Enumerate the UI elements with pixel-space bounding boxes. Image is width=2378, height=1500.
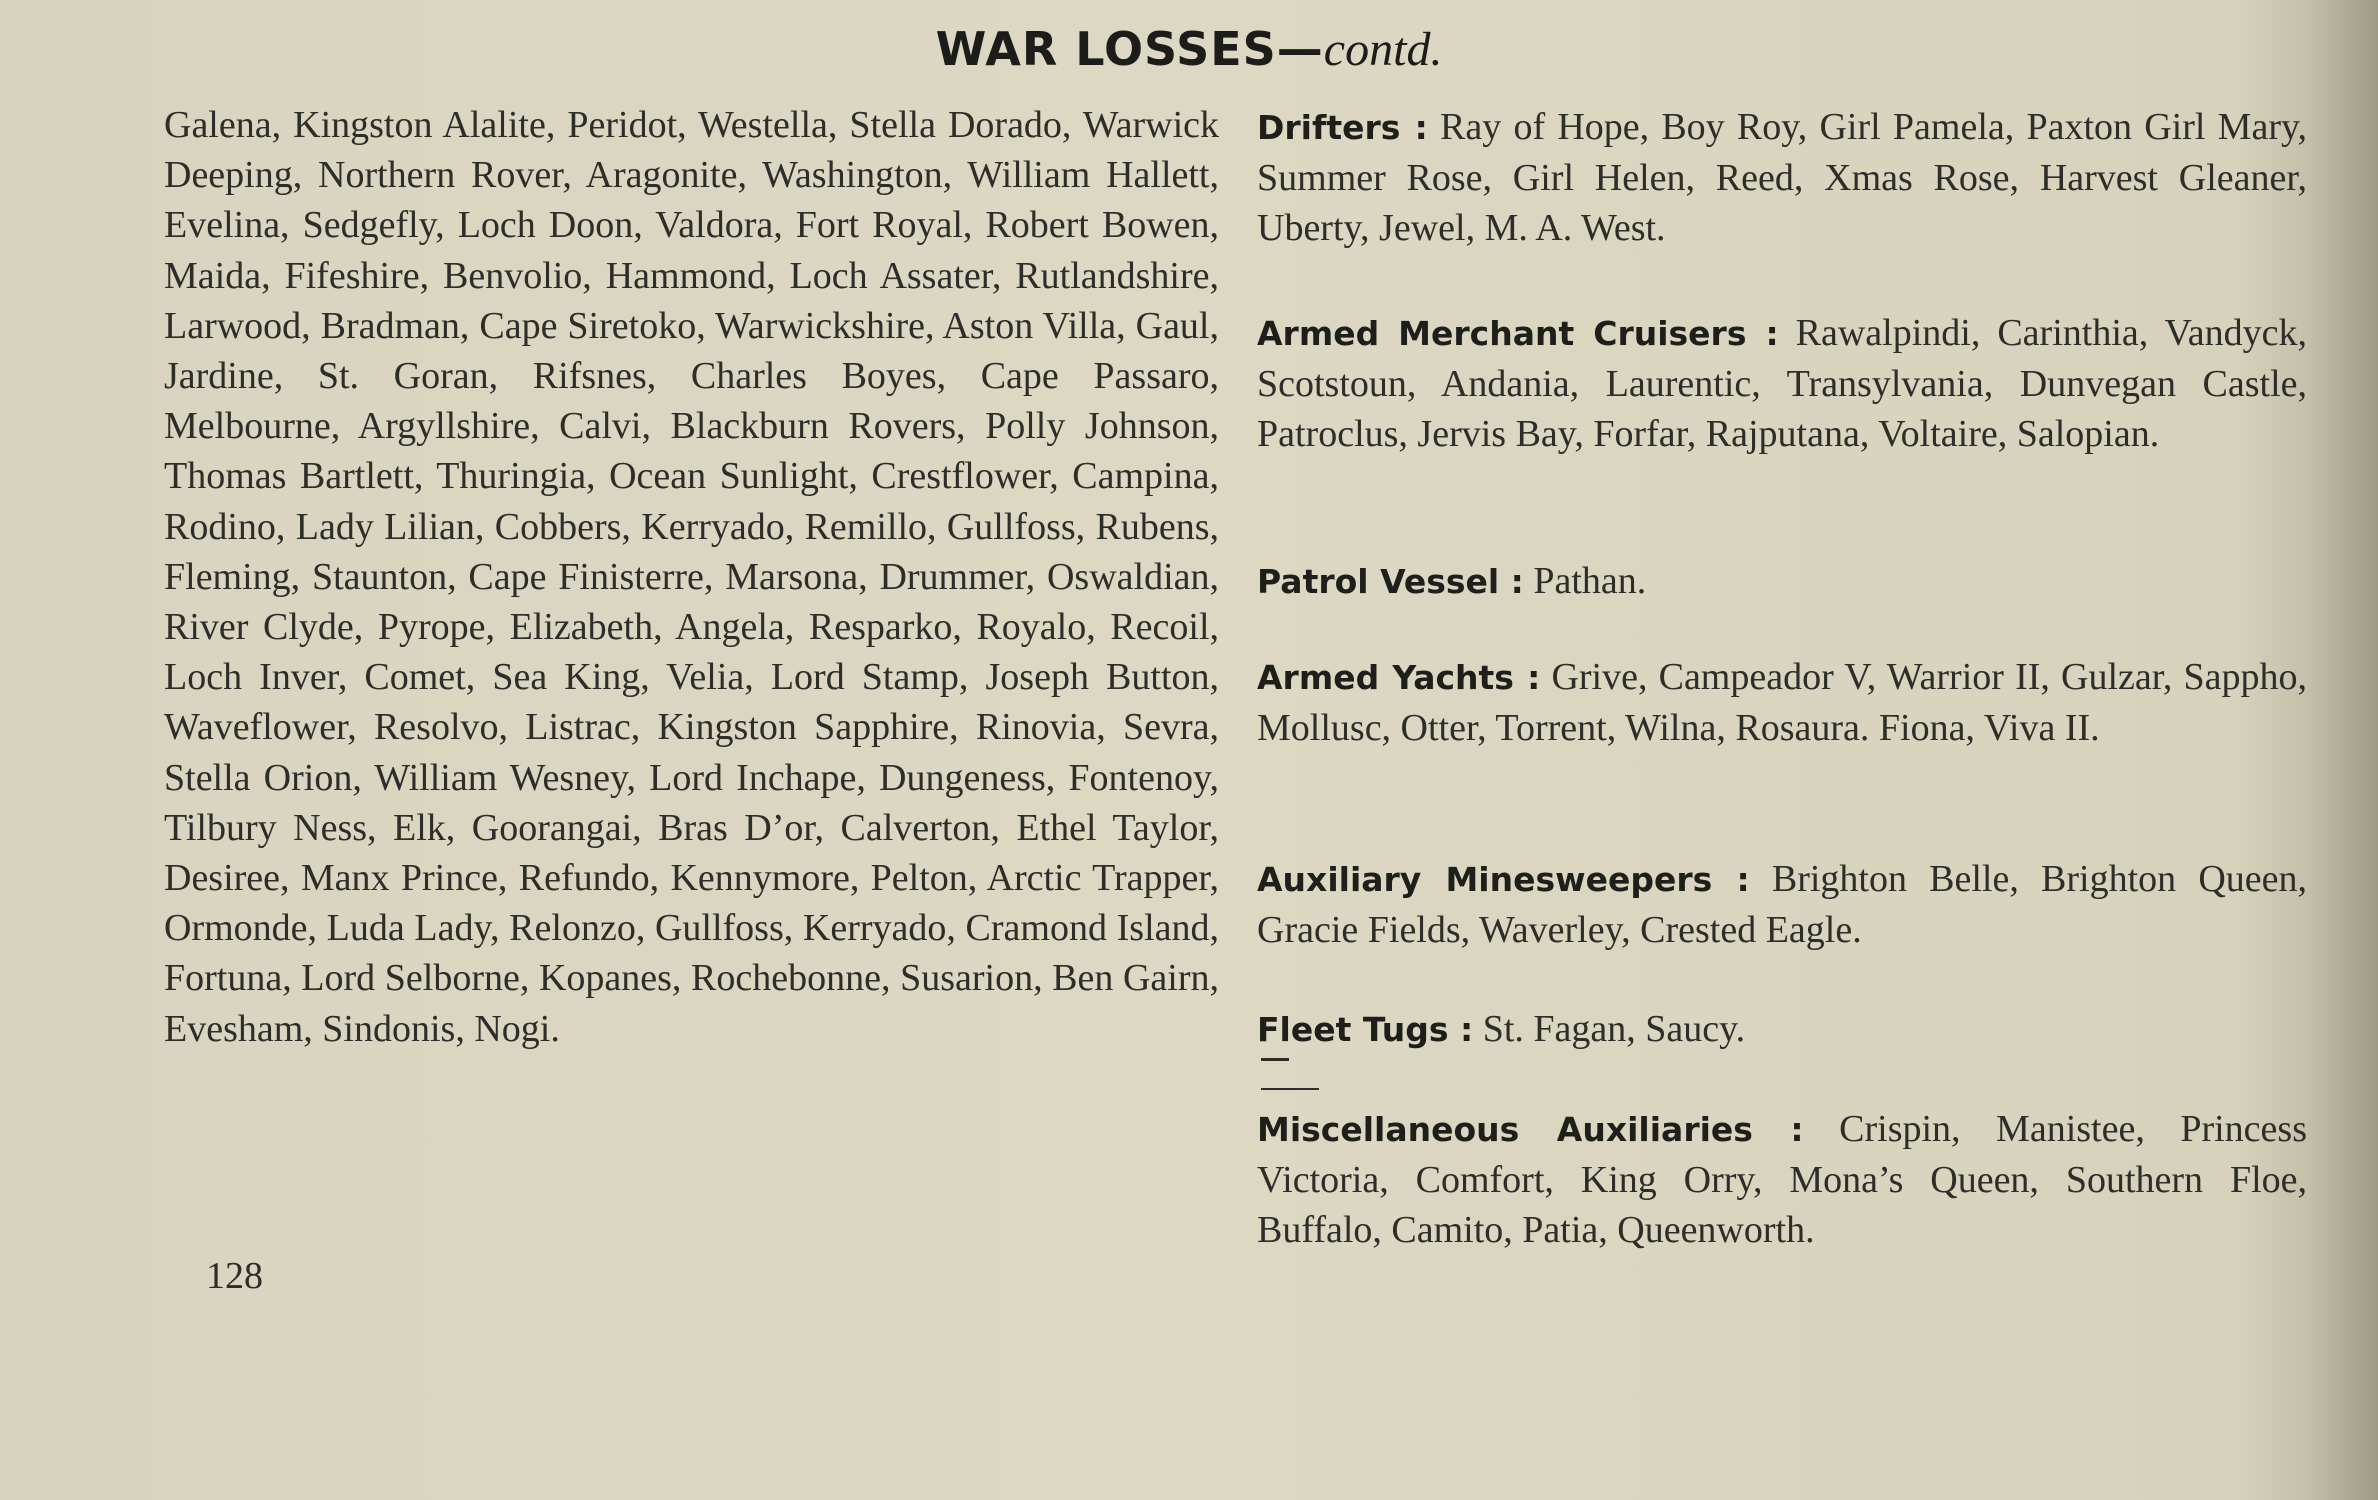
section-label: Miscellaneous Auxiliaries : [1257,1110,1804,1149]
title-main: WAR LOSSES— [935,22,1324,76]
page-number: 128 [206,1255,263,1297]
section-label: Drifters : [1257,108,1428,147]
section-auxiliary-minesweepers [1257,854,2307,955]
stray-mark [1261,1058,1289,1061]
section-patrol-vessel [1257,556,2307,607]
section-text: St. Fagan, Saucy. [1482,1008,1746,1050]
page-title [0,22,2378,77]
stray-mark [1261,1088,1319,1090]
section-text: Rawalpindi, Carinthia, Vandyck, Scotstoun, Andania, Laurentic, Transylvania, Dunvegan Castle, Patroclus, Jervis Bay, Forfar, Rajputana, Voltaire, Salopian. [1257,312,2308,455]
section-label: Auxiliary Minesweepers : [1257,860,1750,899]
section-text: Pathan. [1533,560,1647,602]
section-label: Armed Yachts : [1257,658,1541,697]
section-label: Armed Merchant Cruisers : [1257,314,1779,353]
section-label: Patrol Vessel : [1257,562,1524,601]
section-text: Brighton Belle, Brighton Queen, Gracie Fields, Waverley, Crested Eagle. [1257,858,2307,951]
section-drifters [1257,102,2307,253]
title-suffix: contd. [1323,23,1443,76]
section-label: Fleet Tugs : [1257,1010,1474,1049]
section-text: Grive, Campeador V, Warrior II, Gulzar, Sappho, Mollusc, Otter, Torrent, Wilna, Rosaura. Fiona, Viva II. [1257,656,2308,749]
left-column-text: Galena, Kingston Alalite, Peridot, Westella, Stella Dorado, Warwick Deeping, Northern Rover, Aragonite, Washington, William Hallett, Evelina, Sedgefly, Loch Doon, Valdora, Fort Royal, Robert Bowen, Maida, Fifeshire, Benvolio, Hammond, Loch Assater, Rutlandshire, Larwood, Bradman, Cape Siretoko, Warwickshire, Aston Villa, Gaul, Jardine, St. Goran, Rifsnes, Charles Boyes, Cape Passaro, Melbourne, Argyllshire, Calvi, Blackburn Rovers, Polly Johnson, Thomas Bartlett, Thuringia, Ocean Sunlight, Crestflower, Campina, Rodino, Lady Lilian, Cobbers, Kerryado, Remillo, Gullfoss, Rubens, Fleming, Staunton, Cape Finisterre, Marsona, Drummer, Oswaldian, River Clyde, Pyrope, Elizabeth, Angela, Resparko, Royalo, Recoil, Loch Inver, Comet, Sea King, Velia, Lord Stamp, Joseph Button, Waveflower, Resolvo, Listrac, Kingston Sapphire, Rinovia, Sevra, Stella Orion, William Wesney, Lord Inchape, Dungeness, Fontenoy, Tilbury Ness, Elk, Goorangai, Bras D’or, Calverton, Ethel Taylor, Desiree, Manx Prince, Refundo, Kennymore, Pelton, Arctic Trapper, Ormonde, Luda Lady, Relonzo, Gullfoss, Kerryado, Cramond Island, Fortuna, Lord Selborne, Kopanes, Rochebonne, Susarion, Ben Gairn, Evesham, Sindonis, Nogi. [164,104,1219,1050]
section-fleet-tugs [1257,1004,2307,1055]
section-text: Ray of Hope, Boy Roy, Girl Pamela, Paxton Girl Mary, Summer Rose, Girl Helen, Reed, Xmas Rose, Harvest Gleaner, Uberty, Jewel, M. A. West. [1257,106,2308,249]
section-miscellaneous-auxiliaries [1257,1104,2307,1255]
section-text: Crispin, Manistee, Princess Victoria, Comfort, King Orry, Mona’s Queen, Southern Floe, Buffalo, Camito, Patia, Queenworth. [1257,1108,2307,1251]
section-armed-merchant-cruisers [1257,308,2307,459]
section-armed-yachts [1257,652,2307,753]
